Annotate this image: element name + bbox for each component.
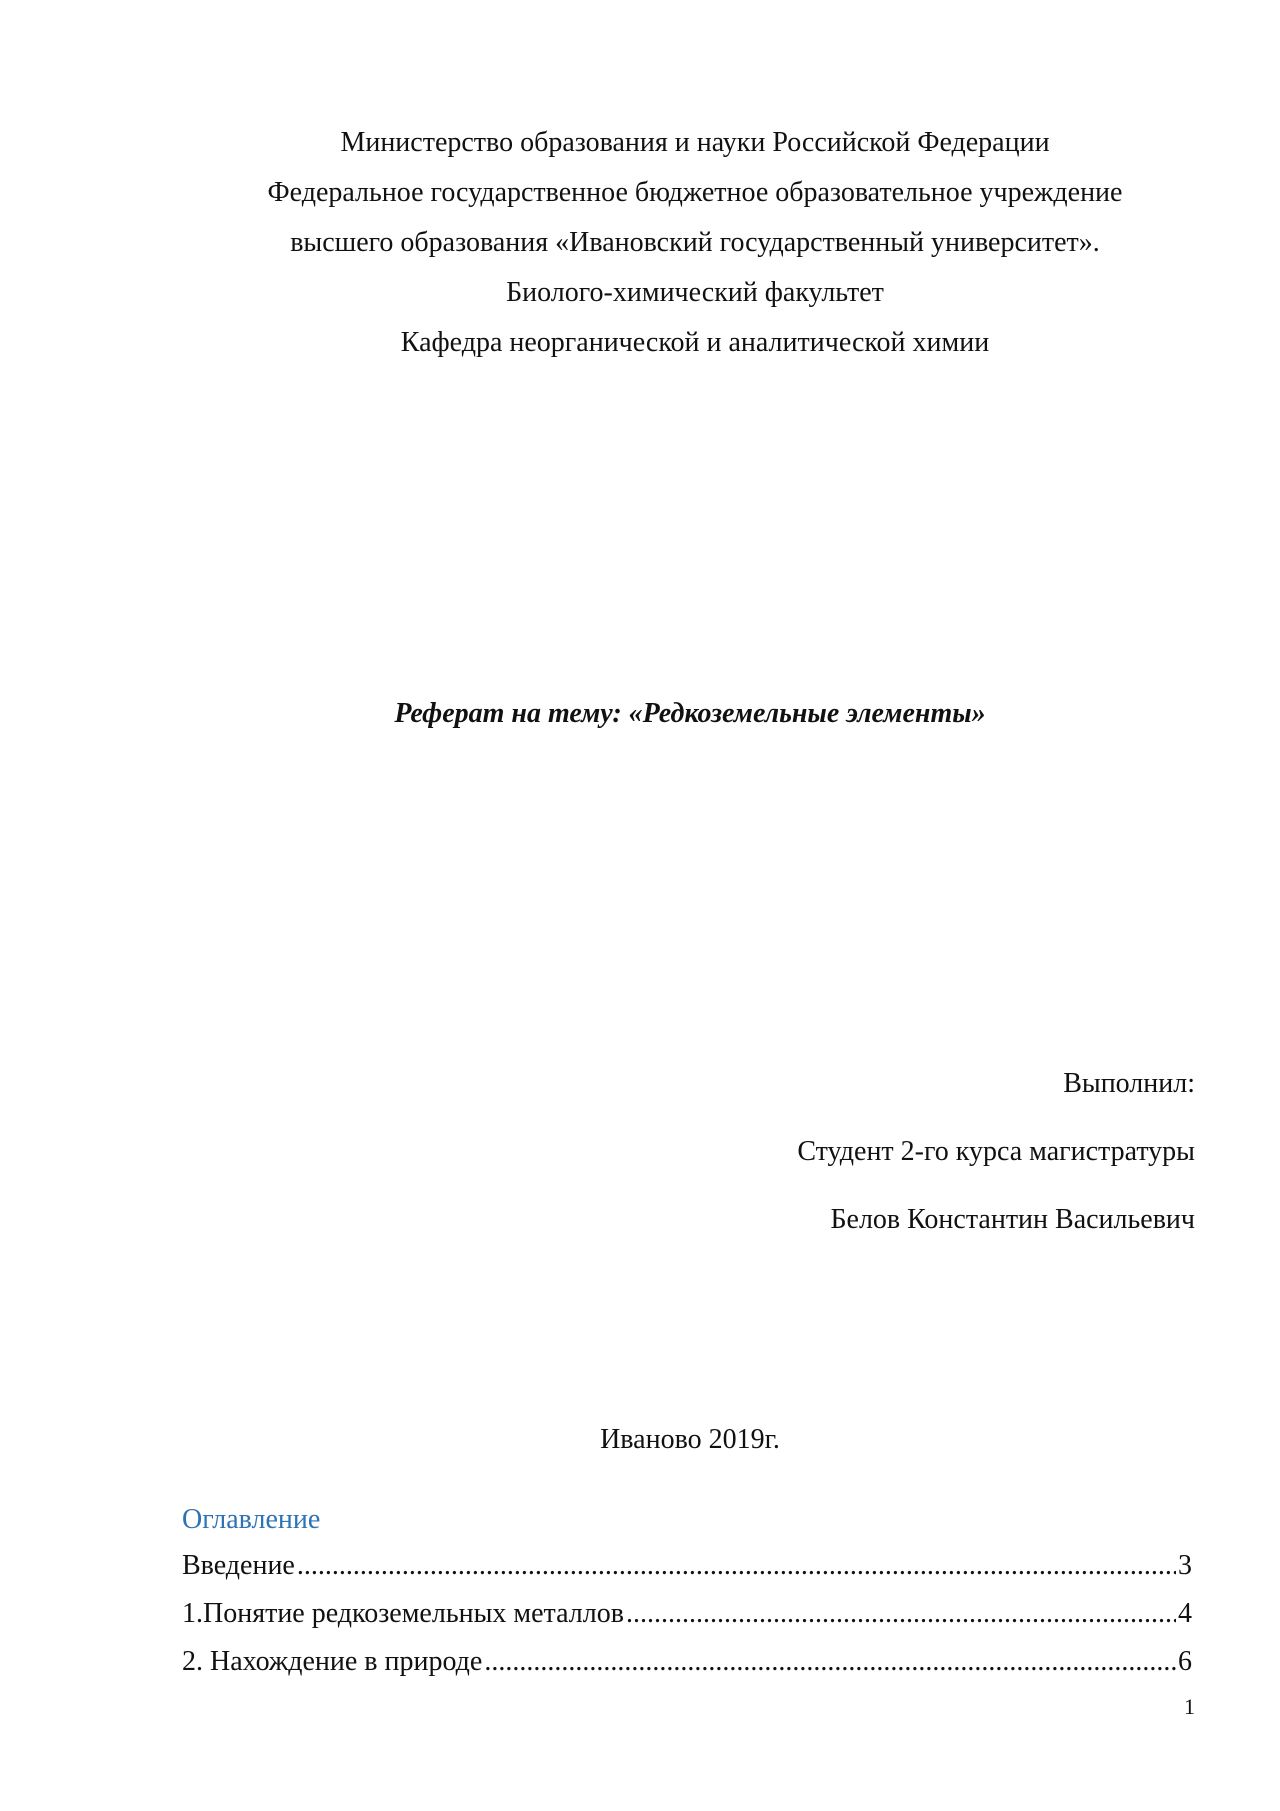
toc-leader-dots bbox=[626, 1590, 1176, 1638]
city-year: Иваново 2019г. bbox=[600, 1424, 780, 1455]
toc-entry[interactable] bbox=[182, 1590, 1192, 1638]
author-name: Белов Константин Васильевич bbox=[830, 1204, 1195, 1235]
toc-entry-label: Введение bbox=[182, 1550, 295, 1581]
header-faculty-line: Биолого-химический факультет bbox=[506, 277, 884, 308]
header-ministry-line: Министерство образования и науки Российской Федерации bbox=[340, 127, 1050, 158]
author-block bbox=[797, 1050, 1195, 1254]
page-number: 1 bbox=[1184, 1694, 1195, 1719]
header-department-line: Кафедра неорганической и аналитической химии bbox=[400, 327, 990, 358]
toc-leader-dots bbox=[484, 1638, 1176, 1686]
author-performed-by: Выполнил: bbox=[1063, 1068, 1195, 1099]
toc-entry-page: 3 bbox=[1178, 1550, 1192, 1581]
table-of-contents bbox=[182, 1500, 1192, 1686]
toc-entry-label: 1.Понятие редкоземельных металлов bbox=[182, 1598, 624, 1629]
toc-entry[interactable] bbox=[182, 1638, 1192, 1686]
toc-title: Оглавление bbox=[182, 1504, 321, 1535]
toc-entry-page: 4 bbox=[1178, 1598, 1192, 1629]
author-status: Студент 2-го курса магистратуры bbox=[797, 1136, 1195, 1167]
header-institution-type-line: Федеральное государственное бюджетное образовательное учреждение bbox=[267, 177, 1123, 208]
institution-header bbox=[0, 118, 1280, 368]
toc-entry-page: 6 bbox=[1178, 1646, 1192, 1677]
toc-leader-dots bbox=[297, 1542, 1176, 1590]
toc-entry-label: 2. Нахождение в природе bbox=[182, 1646, 483, 1677]
toc-entry[interactable] bbox=[182, 1542, 1192, 1590]
report-title: Реферат на тему: «Редкоземельные элементы» bbox=[394, 698, 986, 729]
header-university-line: высшего образования «Ивановский государственный университет». bbox=[290, 227, 1100, 258]
